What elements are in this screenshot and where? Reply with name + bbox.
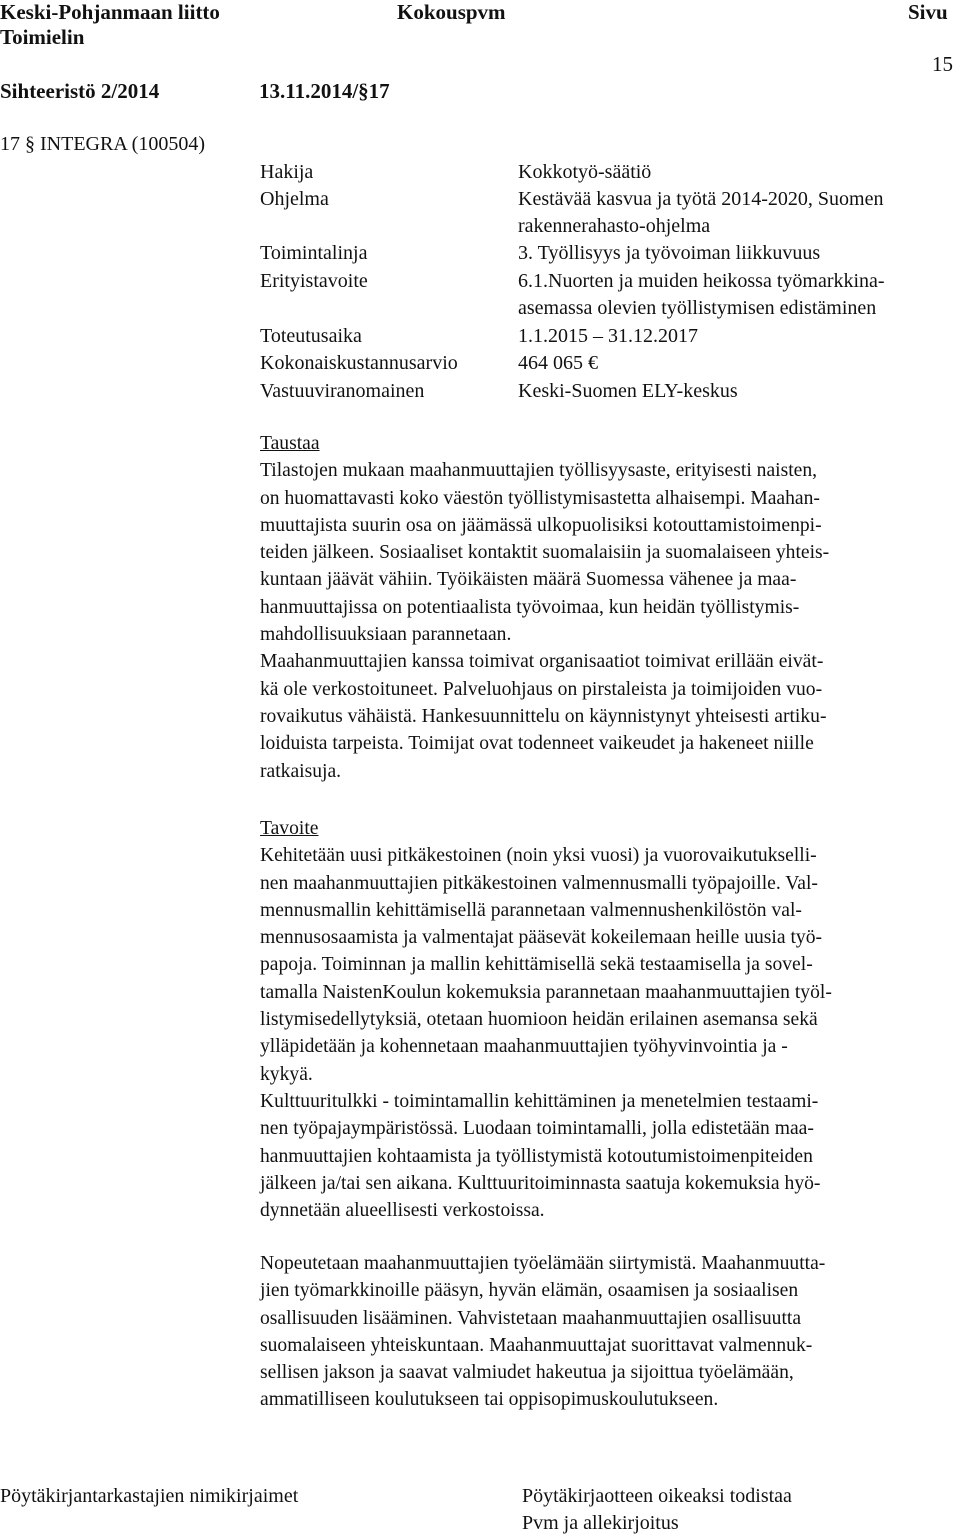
field-value-program-cont: rakennerahasto-ohjelma bbox=[518, 215, 711, 237]
paragraph-line: ylläpidetään ja kohennetaan maahanmuuttajien työhyvinvointia ja - bbox=[260, 1036, 788, 1058]
paragraph-line: mennusosaamista ja valmentajat pääsevät kokeilemaan heille uusia työ- bbox=[260, 927, 823, 949]
paragraph-line: on huomattavasti koko väestön työllistymisastetta alhaisempi. Maahan- bbox=[260, 487, 820, 509]
paragraph-line: osallisuuden lisääminen. Vahvistetaan maahanmuuttajien osallisuutta bbox=[260, 1307, 802, 1329]
paragraph-line: mennusmallin kehittämisellä parannetaan valmennushenkilöstön val- bbox=[260, 899, 802, 921]
paragraph-line: ammatilliseen koulutukseen tai oppisopimuskoulutukseen. bbox=[260, 1389, 719, 1411]
field-label-total-cost: Kokonaiskustannusarvio bbox=[260, 352, 458, 374]
paragraph-line: papoja. Toiminnan ja mallin kehittämisellä sekä testaamisella ja sovel- bbox=[260, 954, 813, 976]
field-value-program: Kestävää kasvua ja työtä 2014-2020, Suomen bbox=[518, 188, 884, 210]
acceleration-paragraph bbox=[260, 1250, 950, 1414]
background-heading: Taustaa bbox=[260, 433, 320, 454]
field-label-specific-objective: Erityistavoite bbox=[260, 270, 368, 292]
field-value-applicant: Kokkotyö-säätiö bbox=[518, 161, 652, 183]
goal-heading: Tavoite bbox=[260, 818, 319, 839]
paragraph-line: kykyä. bbox=[260, 1063, 313, 1085]
paragraph-line: kä ole verkostoituneet. Palveluohjaus on pirstaleista ja toimijoiden vuo- bbox=[260, 678, 823, 700]
paragraph-line: hanmuuttajissa on potentiaalista työvoimaa, kun heidän työllistymis- bbox=[260, 596, 800, 618]
field-value-specific-objective-cont: asemassa olevien työllistymisen edistäminen bbox=[518, 297, 877, 319]
paragraph-line: listymisedellytyksiä, otetaan huomioon heidän erilainen asemansa sekä bbox=[260, 1009, 818, 1031]
background-section bbox=[260, 430, 950, 785]
goal-section bbox=[260, 815, 950, 1224]
page-label: Sivu bbox=[908, 0, 948, 24]
paragraph-line: nen maahanmuuttajien pitkäkestoinen valmennusmalli työpajoille. Val- bbox=[260, 872, 818, 894]
paragraph-line: hanmuuttajien kohtaamista ja työllistymistä kotoutumistoimenpiteiden bbox=[260, 1145, 813, 1167]
paragraph-line: ratkaisuja. bbox=[260, 760, 342, 782]
organ-label: Toimielin bbox=[0, 25, 85, 49]
field-value-duration: 1.1.2015 – 31.12.2017 bbox=[518, 325, 698, 347]
paragraph-line: teiden jälkeen. Sosiaaliset kontaktit suomalaisiin ja suomalaiseen yhteis- bbox=[260, 542, 830, 564]
paragraph-line: jien työmarkkinoille pääsyn, hyvän elämän, osaamisen ja sosiaalisen bbox=[260, 1280, 799, 1302]
paragraph-line: Kulttuuritulkki - toimintamallin kehittäminen ja menetelmien testaami- bbox=[260, 1090, 819, 1112]
field-label-program: Ohjelma bbox=[260, 188, 329, 210]
field-label-priority-axis: Toimintalinja bbox=[260, 242, 368, 264]
field-label-applicant: Hakija bbox=[260, 161, 314, 183]
footer-signature-label: Pvm ja allekirjoitus bbox=[522, 1512, 679, 1534]
paragraph-line: Maahanmuuttajien kanssa toimivat organisaatiot toimivat erillään eivät- bbox=[260, 651, 824, 673]
organization-name: Keski-Pohjanmaan liitto bbox=[0, 0, 220, 24]
paragraph-line: rovaikutus vähäistä. Hankesuunnittelu on käynnistynyt yhteisesti artiku- bbox=[260, 705, 827, 727]
paragraph-line: mahdollisuuksiaan parannetaan. bbox=[260, 624, 512, 646]
date-reference: 13.11.2014/§17 bbox=[259, 79, 390, 103]
paragraph-line: kuntaan jäävät vähiin. Työikäisten määrä Suomessa vähenee ja maa- bbox=[260, 569, 797, 591]
field-value-priority-axis: 3. Työllisyys ja työvoiman liikkuvuus bbox=[518, 242, 821, 264]
paragraph-line: jälkeen ja/tai sen aikana. Kulttuuritoiminnasta saatuja kokemuksia hyö- bbox=[260, 1172, 821, 1194]
paragraph-line: muuttajista suurin osa on jäämässä ulkopuolisiksi kotouttamistoimenpi- bbox=[260, 514, 822, 536]
field-value-total-cost: 464 065 € bbox=[518, 352, 598, 374]
paragraph-line: nen työpajaympäristössä. Luodaan toimintamalli, jolla edistetään maa- bbox=[260, 1118, 814, 1140]
paragraph-line: dynnetään alueellisesti verkostoissa. bbox=[260, 1200, 545, 1222]
footer-certification-label: Pöytäkirjaotteen oikeaksi todistaa bbox=[522, 1485, 792, 1507]
paragraph-line: Kehitetään uusi pitkäkestoinen (noin yksi vuosi) ja vuorovaikutukselli- bbox=[260, 845, 817, 867]
meeting-date-label: Kokouspvm bbox=[397, 0, 506, 24]
item-title: 17 § INTEGRA (100504) bbox=[0, 133, 205, 155]
paragraph-line: Nopeutetaan maahanmuuttajien työelämään siirtymistä. Maahanmuutta- bbox=[260, 1253, 826, 1274]
footer-initials-label: Pöytäkirjantarkastajien nimikirjaimet bbox=[0, 1485, 299, 1507]
page-number: 15 bbox=[932, 52, 953, 76]
field-label-duration: Toteutusaika bbox=[260, 325, 362, 347]
field-label-authority: Vastuuviranomainen bbox=[260, 380, 425, 402]
paragraph-line: Tilastojen mukaan maahanmuuttajien työllisyysaste, erityisesti naisten, bbox=[260, 460, 818, 482]
field-value-authority: Keski-Suomen ELY-keskus bbox=[518, 380, 738, 402]
paragraph-line: loiduista tarpeista. Toimijat ovat todenneet vaikeudet ja hakeneet niille bbox=[260, 733, 814, 755]
paragraph-line: tamalla NaistenKoulun kokemuksia parannetaan maahanmuuttajien työl- bbox=[260, 981, 832, 1003]
section-organ: Sihteeristö 2/2014 bbox=[0, 79, 160, 103]
field-value-specific-objective: 6.1.Nuorten ja muiden heikossa työmarkkina- bbox=[518, 270, 885, 292]
paragraph-line: sellisen jakson ja saavat valmiudet hakeutua ja sijoittua työelämään, bbox=[260, 1362, 794, 1384]
paragraph-line: suomalaiseen yhteiskuntaan. Maahanmuuttajat suorittavat valmennuk- bbox=[260, 1334, 813, 1356]
